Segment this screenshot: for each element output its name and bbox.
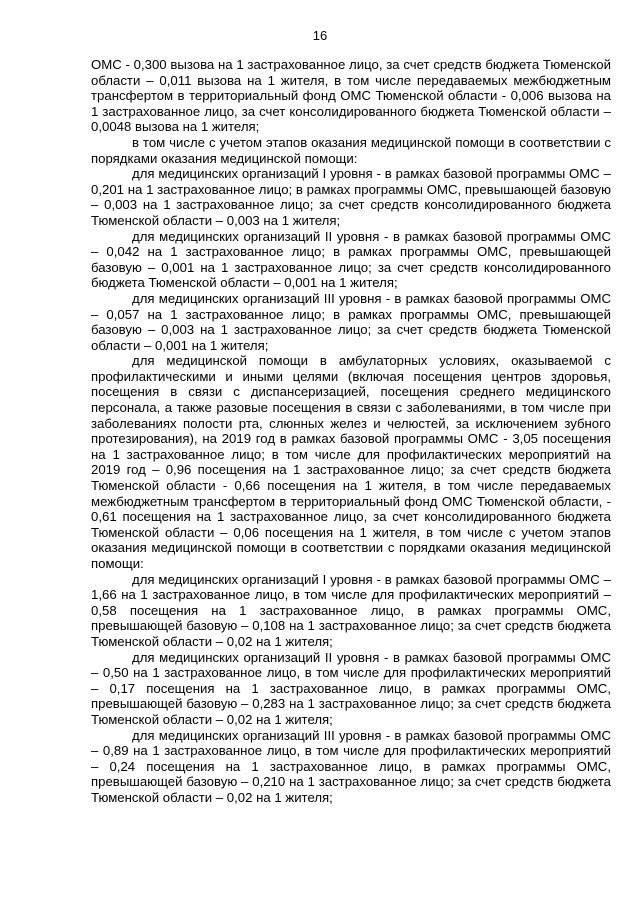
paragraph: для медицинских организаций II уровня - в рамках базовой программы ОМС – 0,042 на 1 застрахованное лицо; в рамках программы ОМС, превышающей базовую – 0,001 на 1 застрахованное лицо; за счет средств консолидированного бюджета Тюменской области – 0,001 на 1 жителя; [91,228,611,291]
page-number: 16 [312,28,328,43]
paragraph: в том числе с учетом этапов оказания медицинской помощи в соответствии с порядками оказания медицинской помощи: [91,134,611,166]
paragraph: для медицинской помощи в амбулаторных условиях, оказываемой с профилактическими и иными целями (включая посещения центров здоровья, посещения в связи с диспансеризацией, посещения среднего медицинского персонала, а также разовые посещения в связи с заболеваниями, в том числе при заболеваниях полости рта, слюнных желез и челюстей, за исключением зубного протезирования), на 2019 год в рамках базовой программы ОМС - 3,05 посещения на 1 застрахованное лицо; в том числе для профилактических мероприятий на 2019 год – 0,96 посещения на 1 застрахованное лицо; за счет средств бюджета Тюменской области - 0,66 посещения на 1 жителя, в том числе передаваемых межбюджетным трансфертом в территориальный фонд ОМС Тюменской области, - 0,61 посещения на 1 застрахованное лицо, за счет консолидированного бюджета Тюменской области – 0,06 посещения на 1 жителя, в том числе с учетом этапов оказания медицинской помощи в соответствии с порядками оказания медицинской помощи: [91,353,611,571]
paragraph: для медицинских организаций II уровня - в рамках базовой программы ОМС – 0,50 на 1 застрахованное лицо, в том числе для профилактических мероприятий – 0,17 посещения на 1 застрахованное лицо, в рамках программы ОМС, превышающей базовую – 0,283 на 1 застрахованное лицо; за счет средств бюджета Тюменской области – 0,02 на 1 жителя; [91,649,611,727]
paragraph: для медицинских организаций III уровня - в рамках базовой программы ОМС – 0,89 на 1 застрахованное лицо, в том числе для профилактических мероприятий – 0,24 посещения на 1 застрахованное лицо, в рамках программы ОМС, превышающей базовую – 0,210 на 1 застрахованное лицо; за счет средств бюджета Тюменской области – 0,02 на 1 жителя; [91,727,611,805]
paragraph: для медицинских организаций I уровня - в рамках базовой программы ОМС – 0,201 на 1 застрахованное лицо; в рамках программы ОМС, превышающей базовую – 0,003 на 1 застрахованное лицо; за счет средств консолидированного бюджета Тюменской области – 0,003 на 1 жителя; [91,166,611,228]
paragraph: для медицинских организаций I уровня - в рамках базовой программы ОМС – 1,66 на 1 застрахованное лицо, в том числе для профилактических мероприятий – 0,58 посещения на 1 застрахованное лицо, в рамках программы ОМС, превышающей базовую – 0,108 на 1 застрахованное лицо; за счет средств бюджета Тюменской области – 0,02 на 1 жителя; [91,571,611,649]
paragraph: для медицинских организаций III уровня - в рамках базовой программы ОМС – 0,057 на 1 застрахованное лицо; в рамках программы ОМС, превышающей базовую – 0,003 на 1 застрахованное лицо; за счет средств бюджета Тюменской области – 0,001 на 1 жителя; [91,290,611,353]
paragraph-continuation: ОМС - 0,300 вызова на 1 застрахованное лицо, за счет средств бюджета Тюменской области – 0,011 вызова на 1 жителя, в том числе передаваемых межбюджетным трансфертом в территориальный фонд ОМС Тюменской области - 0,006 вызова на 1 застрахованное лицо, за счет консолидированного бюджета Тюменской области – 0,0048 вызова на 1 жителя; [91,57,611,135]
document-body [91,57,611,806]
